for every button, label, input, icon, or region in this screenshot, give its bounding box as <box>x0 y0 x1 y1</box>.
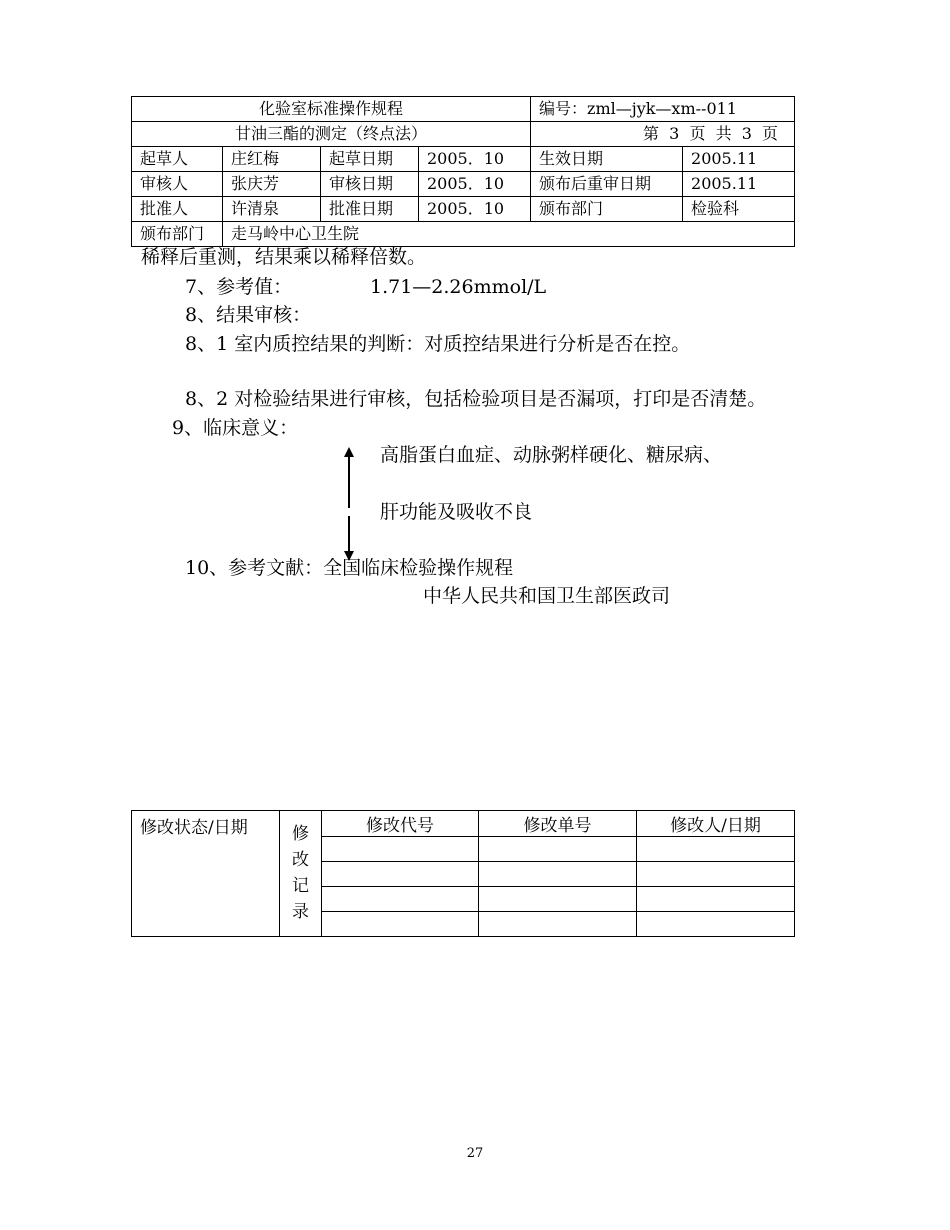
document-code: 编号：zml—jyk—xm--011 <box>531 97 795 122</box>
references-source: 中华人民共和国卫生部医政司 <box>423 585 671 607</box>
header-cell: 生效日期 <box>531 147 683 172</box>
page-number: 27 <box>466 1146 484 1161</box>
reference-value: 1.71—2.26mmol/L <box>370 276 547 298</box>
header-cell: 批准日期 <box>321 197 419 222</box>
page-indicator-part: 共 <box>715 124 732 143</box>
page-indicator-part: 3 <box>741 124 752 143</box>
table-cell <box>479 862 637 887</box>
clinical-item: 高脂蛋白血症、动脉粥样硬化、糖尿病、 <box>380 444 723 466</box>
revision-record-table <box>131 810 795 937</box>
header-cell: 批准人 <box>132 197 223 222</box>
table-cell <box>637 862 795 887</box>
issuing-dept-label: 颁布部门 <box>132 222 223 247</box>
header-cell: 2005．10 <box>419 197 531 222</box>
header-cell: 张庆芳 <box>223 172 321 197</box>
page-indicator-part: 页 <box>689 124 706 143</box>
header-row <box>132 172 795 197</box>
vertical-char: 修 <box>292 824 309 844</box>
header-cell: 起草人 <box>132 147 223 172</box>
column-header-revision-number: 修改单号 <box>479 811 637 837</box>
page-indicator-part: 页 <box>761 124 778 143</box>
header-cell: 庄红梅 <box>223 147 321 172</box>
table-cell <box>322 887 479 912</box>
issuing-dept-value: 走马岭中心卫生院 <box>223 222 795 247</box>
table-cell <box>637 887 795 912</box>
revision-status-label: 修改状态/日期 <box>132 811 280 937</box>
header-cell: 许清泉 <box>223 197 321 222</box>
header-cell: 2005.11 <box>683 172 795 197</box>
document-header-table <box>131 96 795 247</box>
page-indicator <box>531 122 795 147</box>
table-cell <box>479 887 637 912</box>
table-cell <box>479 837 637 862</box>
header-cell: 2005．10 <box>419 147 531 172</box>
vertical-char: 录 <box>292 902 309 922</box>
vertical-char: 记 <box>292 876 309 896</box>
header-cell: 审核人 <box>132 172 223 197</box>
table-cell <box>479 912 637 937</box>
page-indicator-part: 第 <box>643 124 660 143</box>
review-item-qc: 8、1 室内质控结果的判断：对质控结果进行分析是否在控。 <box>185 333 691 355</box>
clinical-significance-heading: 9、临床意义： <box>172 417 299 439</box>
procedure-subtitle: 甘油三酯的测定（终点法） <box>132 122 531 147</box>
reference-value-label: 7、参考值： <box>185 276 293 298</box>
result-review-heading: 8、结果审核： <box>185 304 312 326</box>
table-cell <box>637 837 795 862</box>
column-header-revision-person: 修改人/日期 <box>637 811 795 837</box>
arrow-line <box>348 516 350 552</box>
revision-record-label <box>280 811 322 937</box>
page-indicator-part: 3 <box>669 124 680 143</box>
header-cell: 审核日期 <box>321 172 419 197</box>
header-row <box>132 147 795 172</box>
column-header-revision-code: 修改代号 <box>322 811 479 837</box>
references-line: 10、参考文献：全国临床检验操作规程 <box>185 557 514 579</box>
header-row <box>132 197 795 222</box>
dilution-note: 稀释后重测，结果乘以稀释倍数。 <box>141 246 427 268</box>
header-cell: 颁布后重审日期 <box>531 172 683 197</box>
header-cell: 起草日期 <box>321 147 419 172</box>
clinical-item: 肝功能及吸收不良 <box>380 501 533 523</box>
table-cell <box>637 912 795 937</box>
arrow-line <box>348 456 350 508</box>
table-cell <box>322 862 479 887</box>
header-cell: 2005.11 <box>683 147 795 172</box>
table-cell <box>322 837 479 862</box>
header-cell: 检验科 <box>683 197 795 222</box>
procedure-title: 化验室标准操作规程 <box>132 97 531 122</box>
header-cell: 颁布部门 <box>531 197 683 222</box>
review-item-results: 8、2 对检验结果进行审核，包括检验项目是否漏项，打印是否清楚。 <box>185 388 767 410</box>
table-cell <box>322 912 479 937</box>
vertical-char: 改 <box>292 850 309 870</box>
header-cell: 2005．10 <box>419 172 531 197</box>
